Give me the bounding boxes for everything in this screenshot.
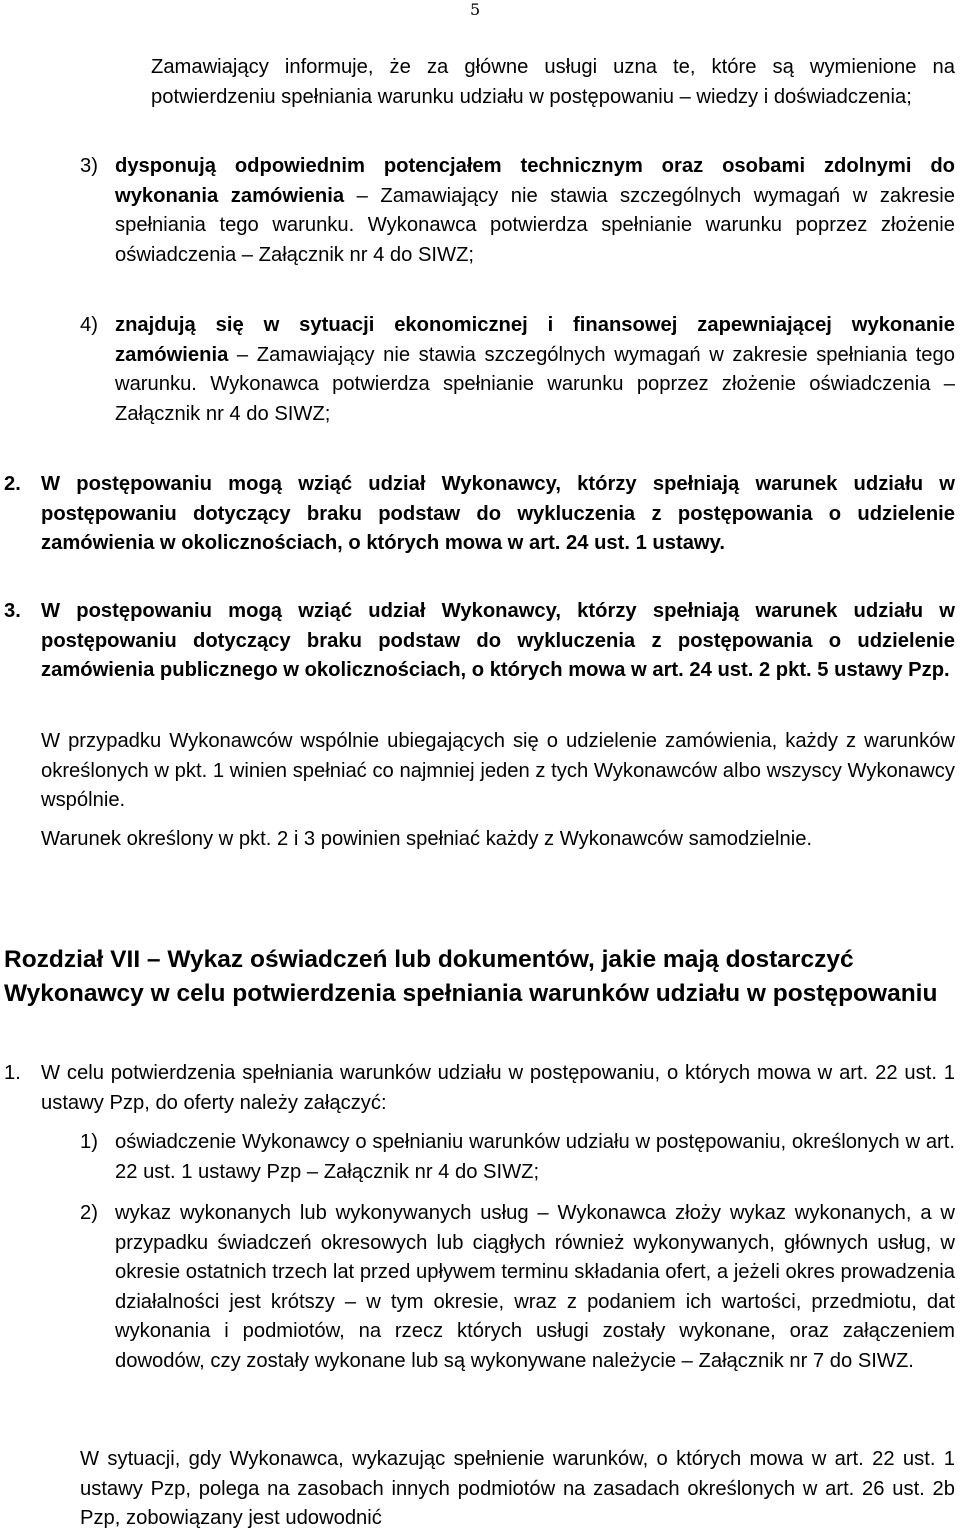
paragraph-resources: W sytuacji, gdy Wykonawca, wykazując spełnienie warunków, o których mowa w art. 22 ust. 1 ustawy Pzp, polega na zasobach innych podmiotów na zasadach określonych w art. 26 ust. 2b Pzp, zobowiązany jest udowodnić [80, 1448, 955, 1530]
item-3 [115, 152, 955, 270]
subitem-2-text: wykaz wykonanych lub wykonywanych usług – Wykonawca złoży wykaz wykonanych, a w przypadku świadczeń okresowych lub ciągłych również wykonywanych, głównych usług, w okresie ostatnich trzech lat przed upływem terminu składania ofert, a jeżeli okres prowadzenia działalności jest krótszy – w tym okresie, wraz z podaniem ich wartości, przedmiotu, dat wykonania i podmiotów, na rzecz których usługi zostały wykonane, oraz załączeniem dowodów, czy zostały wykonane lub są wykonywane należycie – Załącznik nr 7 do SIWZ. [115, 1202, 955, 1372]
item-3-text: – Zamawiający nie stawia szczególnych wymagań w zakresie spełniania tego warunku. Wykonawca potwierdza spełnianie warunku poprzez złożenie oświadczenia – Załącznik nr 4 do SIWZ; [115, 184, 955, 266]
chapter-item-1-text: W celu potwierdzenia spełniania warunków udziału w postępowaniu, o których mowa w art. 22 ust. 1 ustawy Pzp, do oferty należy załączyć: [41, 1062, 955, 1114]
item-4-number: 4) [80, 314, 98, 336]
chapter-heading: Rozdział VII – Wykaz oświadczeń lub dokumentów, jakie mają dostarczyć Wykonawcy w celu potwierdzenia spełniania warunków udziału w postępowaniu [4, 946, 938, 1007]
section-3-text: W postępowaniu mogą wziąć udział Wykonawcy, którzy spełniają warunek udziału w postępowaniu dotyczący braku podstaw do wykluczenia z postępowania o udzielenie zamówienia publicznego w okolicznościach, o których mowa w art. 24 ust. 2 pkt. 5 ustawy Pzp. [41, 600, 955, 682]
chapter-item-1-number: 1. [4, 1062, 21, 1084]
item-3-bold-text: dysponują odpowiednim potencjałem technicznym oraz osobami zdolnymi do wykonania zamówienia [115, 155, 955, 207]
section-2-text: W postępowaniu mogą wziąć udział Wykonawcy, którzy spełniają warunek udziału w postępowaniu dotyczący braku podstaw do wykluczenia z postępowania o udzielenie zamówienia w okolicznościach, o których mowa w art. 24 ust. 1 ustawy. [41, 473, 955, 555]
subitem-1-text: oświadczenie Wykonawcy o spełnianiu warunków udziału w postępowaniu, określonych w art. 22 ust. 1 ustawy Pzp – Załącznik nr 4 do SIWZ; [115, 1131, 955, 1183]
item-4-text: – Zamawiający nie stawia szczególnych wymagań w zakresie spełniania tego warunku. Wykonawca potwierdza spełnianie warunku poprzez złożenie oświadczenia – Załącznik nr 4 do SIWZ; [115, 343, 955, 425]
item-4 [115, 311, 955, 429]
paragraph-joint-contractors: W przypadku Wykonawców wspólnie ubiegających się o udzielenie zamówienia, każdy z warunków określonych w pkt. 1 winien spełniać co najmniej jeden z tych Wykonawców albo wszyscy Wykonawcy wspólnie. [41, 730, 955, 812]
subitem-2-number: 2) [80, 1202, 98, 1224]
section-2-number: 2. [4, 473, 21, 495]
subitem-1-number: 1) [80, 1131, 98, 1153]
section-3-number: 3. [4, 600, 21, 622]
paragraph-condition: Warunek określony w pkt. 2 i 3 powinien spełniać każdy z Wykonawców samodzielnie. [41, 828, 813, 850]
item-3-number: 3) [80, 155, 98, 177]
item-4-bold-text: znajdują się w sytuacji ekonomicznej i finansowej zapewniającej wykonanie zamówienia [115, 314, 955, 366]
page-number: 5 [470, 0, 481, 19]
paragraph-intro: Zamawiający informuje, że za główne usługi uzna te, które są wymienione na potwierdzeniu spełniania warunku udziału w postępowaniu – wiedzy i doświadczenia; [151, 56, 955, 108]
